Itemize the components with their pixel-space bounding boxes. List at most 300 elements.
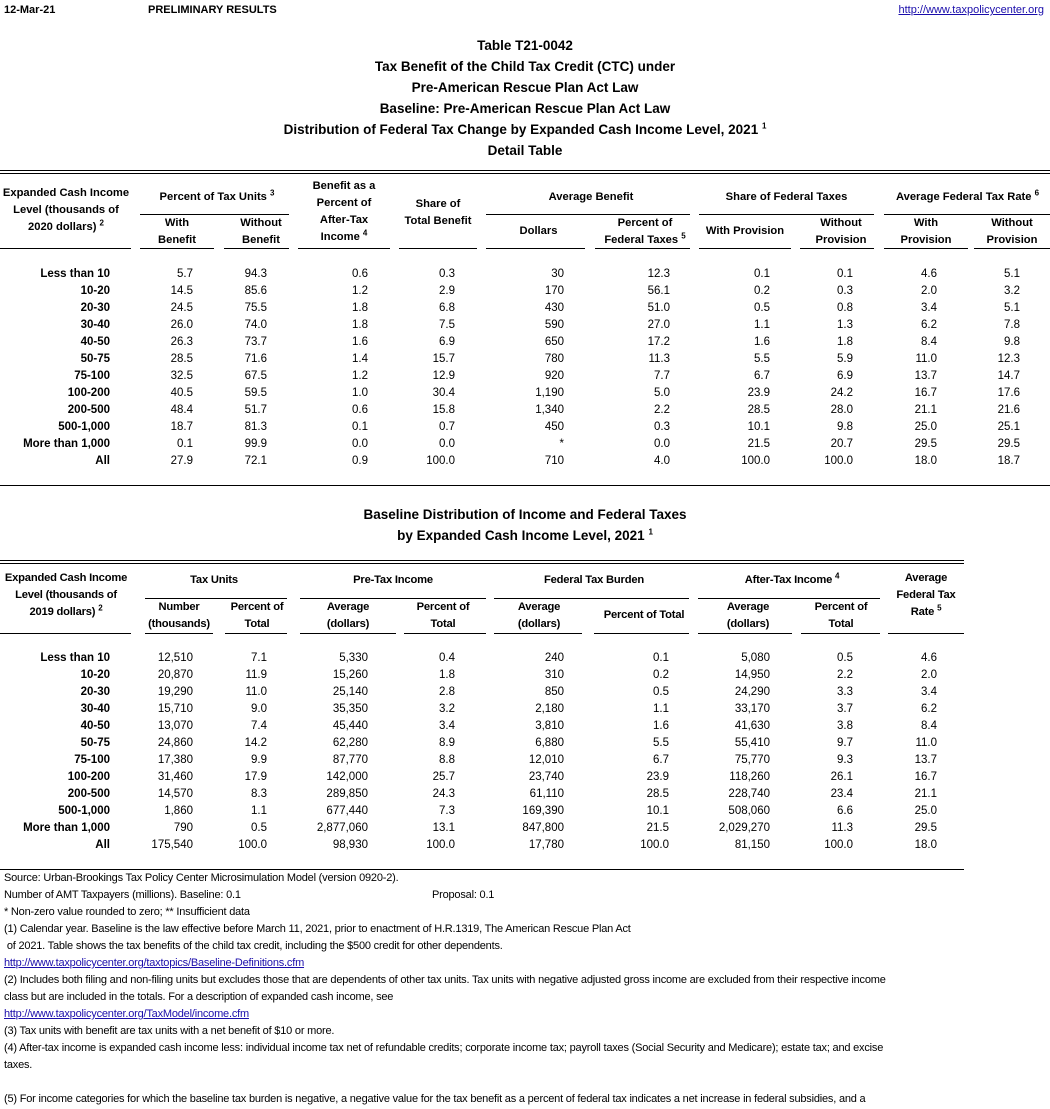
table-title: Tax Benefit of the Child Tax Credit (CTC) under: [374, 59, 676, 74]
table-cell: 85.6: [244, 285, 267, 297]
table-cell: 0.6: [352, 404, 368, 416]
table-cell: 2.0: [921, 285, 937, 297]
table-cell: 9.0: [251, 703, 267, 715]
table-cell: 710: [544, 455, 564, 467]
without-benefit-header: Without Benefit: [240, 217, 282, 246]
table-cell: 100.0: [426, 455, 455, 467]
table-cell: 40.5: [170, 387, 193, 399]
table-cell: 20.7: [830, 438, 853, 450]
table-cell: 100.0: [640, 839, 669, 851]
table-cell: 29.5: [997, 438, 1020, 450]
row-label: 20-30: [80, 686, 110, 698]
footnote-1a: (1) Calendar year. Baseline is the law effective before March 11, 2021, prior to enactment of H.R.1319, The American Rescue Plan Act: [4, 923, 631, 935]
table-cell: 6.7: [754, 370, 770, 382]
table-cell: 5.5: [653, 737, 669, 749]
table-cell: 508,060: [728, 805, 770, 817]
row-label: 100-200: [67, 771, 110, 783]
table-cell: 23.9: [747, 387, 770, 399]
table-cell: 15.7: [432, 353, 455, 365]
table-cell: 0.5: [251, 822, 267, 834]
table-cell: 73.7: [244, 336, 267, 348]
table-cell: 2.2: [654, 404, 670, 416]
table-cell: 100.0: [426, 839, 455, 851]
table-cell: 35,350: [332, 703, 368, 715]
table-cell: 2.0: [921, 669, 937, 681]
row-label: 50-75: [80, 353, 110, 365]
table-cell: 99.9: [244, 438, 267, 450]
row-label: 30-40: [80, 703, 110, 715]
table-cell: 2.2: [837, 669, 853, 681]
table-cell: 0.6: [352, 268, 368, 280]
table-cell: 9.7: [837, 737, 853, 749]
table-cell: 0.1: [653, 652, 669, 664]
table-cell: 5.5: [754, 353, 770, 365]
amt-note: Number of AMT Taxpayers (millions). Baseline: 0.1 Proposal: 0.1: [4, 889, 495, 901]
t2-avg-rate-header: Average Federal Tax Rate $^5$: [896, 572, 956, 618]
table-cell: 2,029,270: [718, 822, 770, 834]
without-provision-header: Without Provision: [815, 217, 867, 246]
table-cell: 430: [544, 302, 564, 314]
table-cell: 100.0: [824, 839, 853, 851]
table-cell: 15,260: [332, 669, 368, 681]
table-cell: 0.1: [177, 438, 193, 450]
table-cell: 13.7: [914, 754, 937, 766]
table-cell: 75,770: [734, 754, 770, 766]
table-cell: 94.3: [244, 268, 267, 280]
row-label: Less than 10: [40, 652, 110, 664]
table-cell: 55,410: [734, 737, 770, 749]
table-cell: 21.1: [914, 788, 937, 800]
table-cell: 25.0: [914, 805, 937, 817]
table-cell: 14,570: [157, 788, 193, 800]
table-cell: 677,440: [326, 805, 368, 817]
table-cell: 0.0: [654, 438, 670, 450]
footnote-3: (3) Tax units with benefit are tax units with a net benefit of $10 or more.: [4, 1025, 335, 1037]
row-label: 50-75: [80, 737, 110, 749]
table-cell: 13,070: [157, 720, 193, 732]
table-cell: 790: [173, 822, 193, 834]
table-cell: 29.5: [914, 438, 937, 450]
table-cell: 6.7: [653, 754, 669, 766]
table-cell: 29.5: [914, 822, 937, 834]
table-cell: 0.7: [439, 421, 455, 433]
footnote-5: (5) For income categories for which the baseline tax burden is negative, a negative value for the tax benefit as a percent of federal tax indicates a net increase in federal subsidies, and a: [4, 1093, 866, 1105]
table-cell: 18.0: [914, 455, 937, 467]
table-cell: 26.0: [170, 319, 193, 331]
table-cell: 6.8: [439, 302, 455, 314]
row-label: 75-100: [74, 370, 110, 382]
table-cell: 1.3: [837, 319, 853, 331]
table-cell: 5.1: [1004, 302, 1020, 314]
table-cell: 16.7: [914, 771, 937, 783]
table-cell: 12.9: [432, 370, 455, 382]
table2-subtitle: by Expanded Cash Income Level, 2021 $^1$: [397, 527, 653, 543]
table2-top-rule: [0, 560, 964, 564]
table-cell: 590: [544, 319, 564, 331]
table-cell: 28.5: [646, 788, 669, 800]
table-cell: 780: [544, 353, 564, 365]
aftertax-income-header: After-Tax Income $^4$: [744, 571, 840, 586]
table-cell: 23.9: [646, 771, 669, 783]
table-cell: 87,770: [332, 754, 368, 766]
avg-benefit-header: Average Benefit: [548, 191, 634, 203]
row-label: More than 1,000: [23, 822, 110, 834]
table-cell: 2,877,060: [316, 822, 368, 834]
status-label: PRELIMINARY RESULTS: [148, 4, 277, 16]
table-cell: 1.4: [352, 353, 368, 365]
avg-fed-rate-header: Average Federal Tax Rate $^6$: [895, 188, 1040, 203]
table-cell: 850: [544, 686, 564, 698]
row-label: 20-30: [80, 302, 110, 314]
table-cell: 1.2: [352, 370, 368, 382]
report-date: 12-Mar-21: [4, 4, 56, 16]
table-cell: 0.0: [352, 438, 368, 450]
table-cell: 15.8: [432, 404, 455, 416]
with-benefit-header: With Benefit: [158, 217, 196, 246]
table-cell: 4.0: [654, 455, 670, 467]
table-cell: 18.7: [170, 421, 193, 433]
table-cell: 32.5: [170, 370, 193, 382]
burden-avg-header: Average (dollars): [517, 601, 561, 630]
table-cell: 25.0: [914, 421, 937, 433]
pretax-avg-header: Average (dollars): [326, 601, 370, 630]
table-cell: 11.3: [831, 822, 853, 834]
table-cell: 8.3: [251, 788, 267, 800]
table-cell: 0.8: [837, 302, 853, 314]
row-label: 10-20: [80, 669, 110, 681]
table-cell: 14.5: [170, 285, 193, 297]
row-label: 40-50: [80, 720, 110, 732]
table-cell: 9.8: [1004, 336, 1020, 348]
table-cell: 100.0: [741, 455, 770, 467]
table-cell: 0.5: [837, 652, 853, 664]
table-cell: 5.1: [1004, 268, 1020, 280]
table-cell: 3.8: [837, 720, 853, 732]
table-title-block: [0, 35, 1050, 161]
table-cell: 98,930: [332, 839, 368, 851]
table-cell: 450: [544, 421, 564, 433]
baseline-definitions-link[interactable]: http://www.taxpolicycenter.org/taxtopics/Baseline-Definitions.cfm: [4, 957, 305, 969]
table-cell: 3.2: [439, 703, 455, 715]
table-cell: 0.1: [754, 268, 770, 280]
table-cell: 5.9: [837, 353, 853, 365]
table-cell: 3.3: [837, 686, 853, 698]
table-cell: 0.1: [352, 421, 368, 433]
t2-income-level-header: Expanded Cash Income Level (thousands of 2019 dollars) $^2$: [4, 572, 128, 618]
table-cell: 1.6: [352, 336, 368, 348]
table-cell: 650: [544, 336, 564, 348]
table-cell: 21.5: [646, 822, 669, 834]
pretax-pct-header: Percent of Total: [416, 601, 470, 630]
footnote-4b: taxes.: [4, 1059, 33, 1071]
table-cell: 56.1: [647, 285, 670, 297]
table-cell: 11.0: [915, 737, 937, 749]
table2-title: Baseline Distribution of Income and Federal Taxes: [363, 507, 687, 522]
table-cell: 20,870: [157, 669, 193, 681]
row-label: 500-1,000: [58, 421, 110, 433]
table2-title-block: [0, 504, 1050, 546]
table-cell: 1.1: [251, 805, 267, 817]
burden-pct-header: Percent of Total: [603, 609, 685, 621]
table-cell: 7.5: [439, 319, 455, 331]
table-cell: 27.9: [170, 455, 193, 467]
pretax-income-header: Pre-Tax Income: [353, 574, 433, 586]
table-cell: 25,140: [332, 686, 368, 698]
table-cell: 2.8: [439, 686, 455, 698]
number-header: Number (thousands): [148, 601, 210, 630]
distribution-title: Distribution of Federal Tax Change by Expanded Cash Income Level, 2021 $^1$: [283, 121, 767, 137]
table-cell: 5,080: [741, 652, 770, 664]
table-cell: 7.1: [251, 652, 267, 664]
table-cell: 175,540: [151, 839, 193, 851]
table-cell: 169,390: [522, 805, 564, 817]
table-cell: 1.1: [754, 319, 770, 331]
table-cell: 9.3: [837, 754, 853, 766]
table-cell: 6,880: [535, 737, 564, 749]
table-cell: 24,290: [734, 686, 770, 698]
table-cell: 0.5: [754, 302, 770, 314]
table-cell: 25.7: [432, 771, 455, 783]
table-cell: 5.7: [177, 268, 193, 280]
table-cell: 14.2: [244, 737, 267, 749]
table-cell: 48.4: [170, 404, 193, 416]
table-cell: 51.0: [647, 302, 670, 314]
table-cell: 67.5: [244, 370, 267, 382]
footnote-2a: (2) Includes both filing and non-filing units but excludes those that are dependents of other tax units. Tax units with negative adjusted gross income are excluded from their respective income: [4, 974, 886, 986]
table-cell: 28.5: [170, 353, 193, 365]
footnotes: [4, 870, 1050, 1108]
table-cell: 4.6: [921, 652, 937, 664]
row-label: Less than 10: [40, 268, 110, 280]
table-cell: 3.4: [921, 686, 937, 698]
table-cell: 17,380: [157, 754, 193, 766]
table-cell: 17.2: [647, 336, 670, 348]
table-cell: 118,260: [729, 771, 770, 783]
table-cell: 21.1: [914, 404, 937, 416]
table-cell: 24.5: [170, 302, 193, 314]
table-cell: 170: [544, 285, 564, 297]
baseline-label: Baseline: Pre-American Rescue Plan Act Law: [379, 101, 671, 116]
table-cell: 8.9: [439, 737, 455, 749]
row-label: 200-500: [67, 404, 110, 416]
table-cell: 25.1: [997, 421, 1020, 433]
table-cell: 12.3: [647, 268, 670, 280]
table-cell: 4.6: [921, 268, 937, 280]
table-cell: 310: [544, 669, 564, 681]
table-cell: 11.3: [648, 353, 670, 365]
income-definition-link[interactable]: http://www.taxpolicycenter.org/TaxModel/income.cfm: [4, 1008, 249, 1020]
table-cell: *: [559, 438, 564, 450]
table-cell: 0.2: [653, 669, 669, 681]
table-cell: 1.2: [352, 285, 368, 297]
table-cell: 3.2: [1004, 285, 1020, 297]
income-level-header: Expanded Cash Income Level (thousands of 2020 dollars) $^2$: [2, 187, 130, 233]
table-cell: 14,950: [734, 669, 770, 681]
table-cell: 10.1: [747, 421, 770, 433]
table-cell: 8.8: [439, 754, 455, 766]
share-total-benefit-header: Share of Total Benefit: [404, 198, 472, 227]
table-cell: 7.7: [654, 370, 670, 382]
row-label: 500-1,000: [58, 805, 110, 817]
table-cell: 0.9: [352, 455, 368, 467]
aftertax-pct-header: Percent of Total: [814, 601, 868, 630]
table-cell: 30: [551, 268, 564, 280]
table-cell: 10.1: [646, 805, 669, 817]
table-cell: 18.7: [997, 455, 1020, 467]
table-cell: 24.2: [830, 387, 853, 399]
row-label: More than 1,000: [23, 438, 110, 450]
table-cell: 21.6: [997, 404, 1020, 416]
table1-top-rule: [0, 170, 1050, 174]
table-cell: 100.0: [824, 455, 853, 467]
table-cell: 5,330: [339, 652, 368, 664]
share-fed-taxes-header: Share of Federal Taxes: [725, 191, 848, 203]
table-cell: 24,860: [157, 737, 193, 749]
table-cell: 3.7: [837, 703, 853, 715]
footnote-2b: class but are included in the totals. For a description of expanded cash income, see: [4, 991, 394, 1003]
table-cell: 13.1: [432, 822, 455, 834]
table-cell: 100.0: [238, 839, 267, 851]
tax-units-header: Tax Units: [190, 574, 238, 586]
table-cell: 0.1: [837, 268, 853, 280]
table-cell: 31,460: [157, 771, 193, 783]
table-cell: 21.5: [747, 438, 770, 450]
table-cell: 74.0: [244, 319, 267, 331]
table-cell: 1.8: [439, 669, 455, 681]
aftertax-avg-header: Average (dollars): [726, 601, 770, 630]
table-cell: 11.0: [915, 353, 937, 365]
table-cell: 26.1: [830, 771, 853, 783]
table-cell: 1,190: [535, 387, 564, 399]
table-cell: 12,510: [157, 652, 193, 664]
row-label: 75-100: [74, 754, 110, 766]
table-cell: 62,280: [332, 737, 368, 749]
pct-fed-taxes-header: Percent of Federal Taxes $^5$: [604, 217, 686, 246]
table-cell: 75.5: [244, 302, 267, 314]
table-cell: 33,170: [734, 703, 770, 715]
table-cell: 14.7: [997, 370, 1020, 382]
table-cell: 12,010: [528, 754, 564, 766]
table-cell: 24.3: [432, 788, 455, 800]
table-cell: 3.4: [439, 720, 455, 732]
table-cell: 9.9: [251, 754, 267, 766]
table-cell: 0.3: [654, 421, 670, 433]
table-cell: 7.8: [1004, 319, 1020, 331]
table-cell: 13.7: [914, 370, 937, 382]
table-cell: 1,860: [164, 805, 193, 817]
table-cell: 81.3: [244, 421, 267, 433]
table-cell: 11.0: [245, 686, 267, 698]
table-cell: 19,290: [157, 686, 193, 698]
table-cell: 11.9: [245, 669, 267, 681]
footnote-4a: (4) After-tax income is expanded cash income less: individual income tax net of refundable credits; corporate income tax; payroll taxes (Social Security and Medicare); estate tax; and excise: [4, 1042, 884, 1054]
table-cell: 1.6: [754, 336, 770, 348]
table-cell: 6.2: [921, 703, 937, 715]
footnote-1b: of 2021. Table shows the tax benefits of the child tax credit, including the $500 credit for other dependents.: [4, 940, 503, 952]
table-cell: 1.0: [352, 387, 368, 399]
rate-without-provision-header: Without Provision: [986, 217, 1038, 246]
row-label: All: [95, 839, 110, 851]
with-provision-header: With Provision: [705, 225, 785, 237]
fed-burden-header: Federal Tax Burden: [543, 574, 644, 586]
table-cell: 6.6: [837, 805, 853, 817]
table-cell: 847,800: [522, 822, 564, 834]
table-cell: 0.2: [754, 285, 770, 297]
page-header: [4, 4, 1044, 18]
table-cell: 1.1: [653, 703, 669, 715]
table-cell: 28.0: [830, 404, 853, 416]
table-cell: 28.5: [747, 404, 770, 416]
table-cell: 72.1: [244, 455, 267, 467]
table-cell: 1.8: [352, 319, 368, 331]
table-cell: 8.4: [921, 720, 937, 732]
table-cell: 289,850: [326, 788, 368, 800]
table-number: Table T21-0042: [477, 38, 573, 53]
table-cell: 3.4: [921, 302, 937, 314]
tpc-home-link[interactable]: http://www.taxpolicycenter.org: [898, 4, 1044, 16]
row-label: 10-20: [80, 285, 110, 297]
legend-note: * Non-zero value rounded to zero; ** Insufficient data: [4, 906, 250, 918]
row-label: 30-40: [80, 319, 110, 331]
table-cell: 5.0: [654, 387, 670, 399]
table-cell: 18.0: [914, 839, 937, 851]
table-cell: 51.7: [244, 404, 267, 416]
table-cell: 1.6: [653, 720, 669, 732]
rate-with-provision-header: With Provision: [900, 217, 952, 246]
table-cell: 6.9: [837, 370, 853, 382]
table-cell: 23,740: [528, 771, 564, 783]
row-label: All: [95, 455, 110, 467]
table-subtitle: Pre-American Rescue Plan Act Law: [411, 80, 639, 95]
row-label: 40-50: [80, 336, 110, 348]
table-cell: 6.9: [439, 336, 455, 348]
table-cell: 7.4: [251, 720, 267, 732]
table-cell: 920: [544, 370, 564, 382]
t2-pct-units-header: Percent of Total: [230, 601, 284, 630]
table-cell: 2,180: [535, 703, 564, 715]
table-cell: 59.5: [244, 387, 267, 399]
table-cell: 0.0: [439, 438, 455, 450]
benefit-pct-header: Benefit as a Percent of After-Tax Income $^4$: [312, 180, 376, 243]
table1-bottom-rule: [0, 485, 1050, 486]
table-cell: 0.4: [439, 652, 455, 664]
table-cell: 27.0: [647, 319, 670, 331]
table-cell: 45,440: [332, 720, 368, 732]
table-cell: 3,810: [535, 720, 564, 732]
table-cell: 240: [544, 652, 564, 664]
table-cell: 9.8: [837, 421, 853, 433]
dollars-header: Dollars: [519, 225, 558, 237]
table-cell: 71.6: [244, 353, 267, 365]
table-cell: 1.8: [352, 302, 368, 314]
source-note: Source: Urban-Brookings Tax Policy Center Microsimulation Model (version 0920-2).: [4, 872, 399, 884]
table-cell: 81,150: [734, 839, 770, 851]
table-cell: 0.3: [837, 285, 853, 297]
table-cell: 23.4: [830, 788, 853, 800]
table-cell: 26.3: [170, 336, 193, 348]
table-cell: 16.7: [914, 387, 937, 399]
table-cell: 17.6: [997, 387, 1020, 399]
table-cell: 0.3: [439, 268, 455, 280]
table-cell: 17.9: [244, 771, 267, 783]
detail-table-label: Detail Table: [487, 143, 563, 158]
table-cell: 0.5: [653, 686, 669, 698]
table-cell: 6.2: [921, 319, 937, 331]
table-cell: 228,740: [728, 788, 770, 800]
table-cell: 2.9: [439, 285, 455, 297]
table-cell: 61,110: [529, 788, 564, 800]
table-cell: 1.8: [837, 336, 853, 348]
